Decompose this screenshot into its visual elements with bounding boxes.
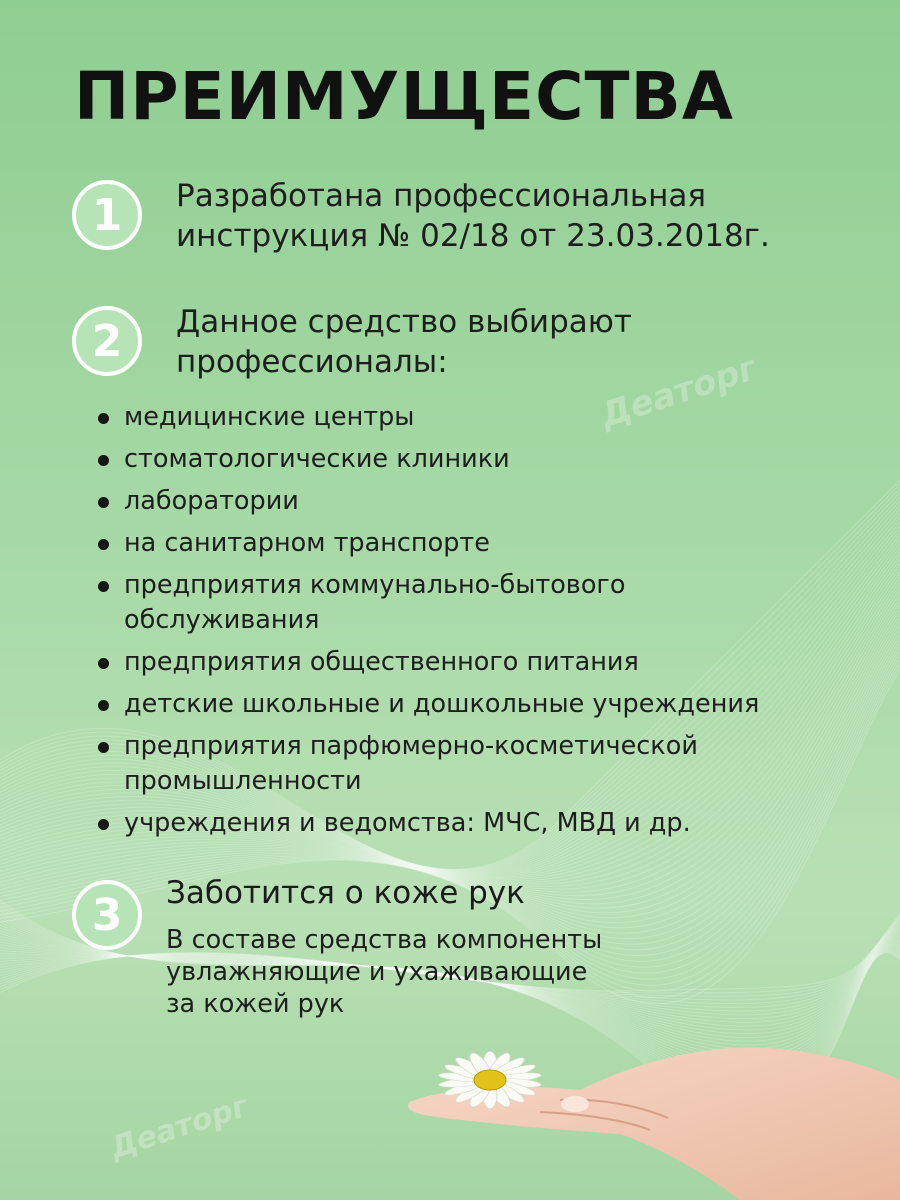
list-item-text: детские школьные и дошкольные учреждения bbox=[124, 689, 760, 719]
item-2-line-2: профессионалы: bbox=[176, 344, 448, 380]
number-badge-3: 3 bbox=[72, 880, 142, 950]
item-3-heading: Заботится о коже рук bbox=[166, 875, 525, 911]
list-item-text: на санитарном транспорте bbox=[124, 528, 490, 558]
list-item-text: стоматологические клиники bbox=[124, 444, 510, 474]
list-item-text-cont: обслуживания bbox=[124, 605, 320, 635]
item-3-line-2: увлажняющие и ухаживающие bbox=[166, 957, 588, 987]
watermark-bottom: Деатоpг bbox=[106, 1088, 253, 1167]
list-item-text: предприятия общественного питания bbox=[124, 647, 639, 677]
item-3-line-1: В составе средства компоненты bbox=[166, 925, 603, 955]
item-1-line-1: Разработана профессиональная bbox=[176, 178, 707, 214]
item-2-line-1: Данное средство выбирают bbox=[176, 304, 632, 340]
list-item-text-cont: промышленности bbox=[124, 766, 362, 796]
list-item-text: лаборатории bbox=[124, 486, 299, 516]
list-item-text: медицинские центры bbox=[124, 402, 415, 432]
item-3-line-3: за кожей рук bbox=[166, 989, 345, 1019]
number-badge-1: 1 bbox=[72, 180, 142, 250]
item-1-line-2: инструкция № 02/18 от 23.03.2018г. bbox=[176, 218, 770, 254]
page-title: ПРЕИМУЩЕСТВА bbox=[74, 58, 734, 135]
list-item-text: предприятия парфюмерно-косметической bbox=[124, 731, 698, 761]
watermark-top: Деатоpг bbox=[595, 348, 762, 436]
list-item-text: предприятия коммунально-бытового bbox=[124, 570, 626, 600]
list-item-text: учреждения и ведомства: МЧС, МВД и др. bbox=[124, 808, 691, 838]
number-badge-2: 2 bbox=[72, 306, 142, 376]
